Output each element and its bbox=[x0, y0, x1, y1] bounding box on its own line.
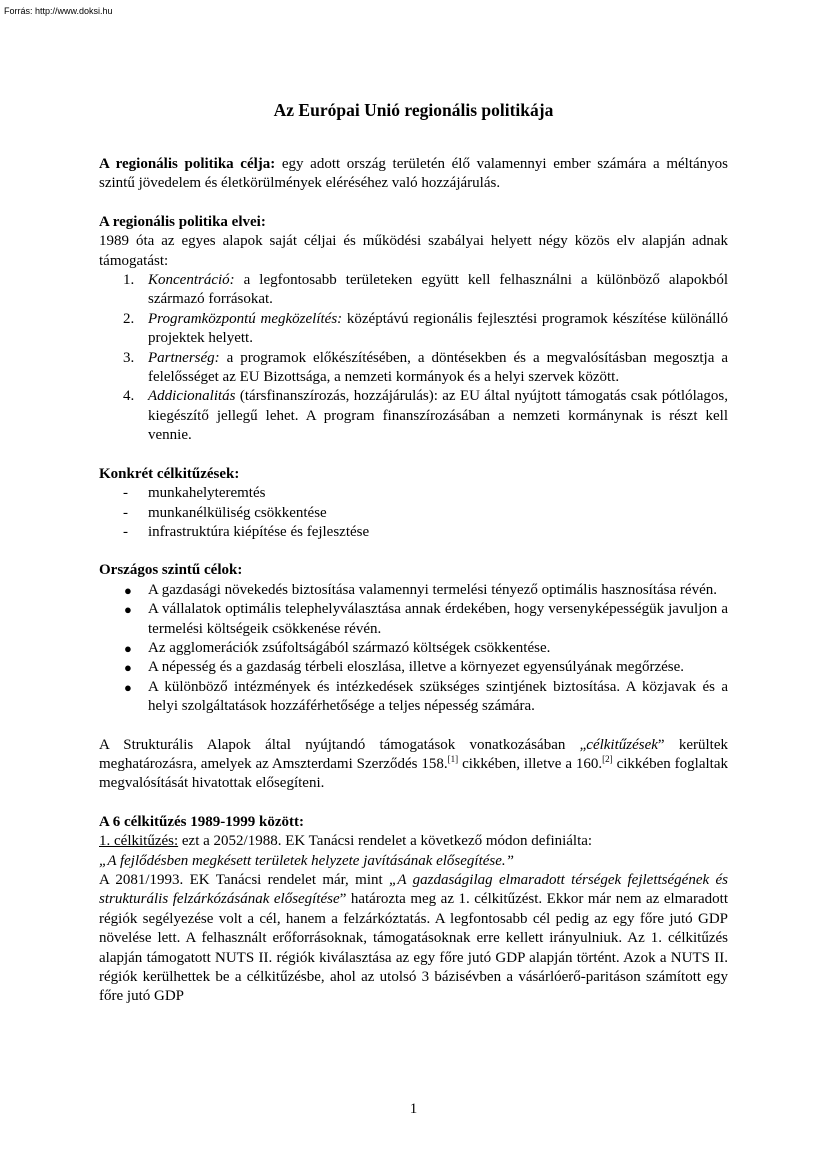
list-item bbox=[99, 523, 728, 542]
quote-text: „A fejlődésben megkésett területek helyzete javításának elősegítése.” bbox=[99, 852, 515, 869]
source-url: Forrás: http://www.doksi.hu bbox=[4, 6, 113, 16]
item-text: (társfinanszírozás, hozzájárulás): az EU által nyújtott támogatás csak pótlólagos, kiegészítő jellegű lehet. A program finanszírozásában a nemzeti kormánynak is részt kell vennie. bbox=[148, 388, 728, 444]
item-text: A népesség és a gazdaság térbeli eloszlása, illetve a környezet egyensúlyának megőrzése. bbox=[148, 659, 685, 676]
document-page bbox=[99, 99, 728, 1007]
list-item bbox=[99, 678, 728, 717]
structural-paragraph bbox=[99, 736, 728, 794]
list-item bbox=[99, 504, 728, 523]
dash-marker: - bbox=[123, 523, 128, 540]
list-item bbox=[99, 271, 728, 310]
text-span: A Strukturális Alapok által nyújtandó támogatások vonatkozásában „ bbox=[99, 736, 587, 753]
item-term: Partnerség: bbox=[148, 349, 220, 366]
item-term: Koncentráció: bbox=[148, 272, 235, 289]
text-span: ” határozta meg az 1. célkitűzést. Ekkor már nem az elmaradott régiók segélyezése volt a cél, hanem a felzárkóztatás. A legfontosabb cél pedig az egy főre jutó GDP növelése lett. A felhasznált erőforrásoknak, támogatásoknak erre kellett irányulniuk. Az 1. célkitűzés alapján támogatott NUTS II. régiók kiválasztása az egy főre jutó GDP alapján történt. Azok a NUTS II. régiók kerülhettek be a célkitűzésbe, ahol az utolsó 3 bázisévben a vásárlóerő-paritáson számított egy főre jutó GDP bbox=[99, 891, 728, 1005]
dash-marker: - bbox=[123, 504, 128, 521]
footnote-ref-2[interactable]: [2] bbox=[602, 753, 613, 764]
item-text: A vállalatok optimális telephelyválasztása annak érdekében, hogy versenyképességük javuljon a termelési költségeik csökkenése révén. bbox=[148, 601, 728, 637]
item-text: munkahelyteremtés bbox=[148, 485, 266, 502]
item-text: A gazdasági növekedés biztosítása valamennyi termelési tényező optimális hasznosítása révén. bbox=[148, 581, 717, 598]
concrete-list bbox=[99, 484, 728, 542]
list-item bbox=[99, 484, 728, 503]
text-span: cikkében foglaltak megvalósítását hivatottak elősegíteni. bbox=[99, 755, 728, 792]
principles-list bbox=[99, 271, 728, 446]
objectives-term: célkitűzések bbox=[586, 736, 658, 753]
objective-1-label: 1. célkitűzés: bbox=[99, 833, 179, 850]
text-span: A 2081/1993. EK Tanácsi rendelet már, mint bbox=[99, 872, 390, 888]
bullet-icon: ● bbox=[124, 602, 132, 618]
principles-heading: A regionális politika elvei: bbox=[99, 213, 266, 230]
list-item bbox=[99, 600, 728, 639]
bullet-icon: ● bbox=[124, 582, 132, 598]
concrete-heading: Konkrét célkitűzések: bbox=[99, 465, 240, 482]
item-term: Programközpontú megközelítés: bbox=[148, 310, 343, 327]
bullet-icon: ● bbox=[124, 640, 132, 656]
objective-1-line bbox=[99, 832, 728, 851]
item-number: 1. bbox=[123, 272, 135, 289]
item-text: a programok előkészítésében, a döntésekben és a megvalósításban megosztja a felelősséget az EU Bizottsága, a nemzeti kormányok és a helyi szervek között. bbox=[148, 349, 728, 386]
text-span: cikkében, illetve a 160. bbox=[458, 755, 603, 772]
bullet-icon: ● bbox=[124, 679, 132, 695]
text-span: ” kerültek meghatározásra, amelyek az Amszterdami Szerződés 158. bbox=[99, 736, 728, 772]
objective-1-quote bbox=[99, 852, 728, 871]
item-number: 2. bbox=[123, 310, 135, 327]
list-item bbox=[99, 310, 728, 349]
quote-text: „A gazdaságilag elmaradott térségek fejlettségének és strukturális felzárkózásának elősegítése bbox=[99, 872, 728, 908]
list-item bbox=[99, 581, 728, 600]
list-item bbox=[99, 658, 728, 677]
objective-1-text: ezt a 2052/1988. EK Tanácsi rendelet a következő módon definiálta: bbox=[178, 833, 593, 850]
page-number: 1 bbox=[409, 1101, 418, 1117]
item-text: a legfontosabb területeken együtt kell felhasználni a különböző alapokból származó forrásokat. bbox=[148, 272, 728, 308]
item-number: 3. bbox=[123, 349, 135, 366]
goal-paragraph bbox=[99, 155, 728, 194]
principles-intro: 1989 óta az egyes alapok saját céljai és működési szabályai helyett négy közös elv alapján adnak támogatást: bbox=[99, 233, 728, 269]
document-title: Az Európai Unió regionális politikája bbox=[273, 100, 554, 120]
list-item bbox=[99, 639, 728, 658]
list-item bbox=[99, 387, 728, 445]
bullet-icon: ● bbox=[124, 660, 132, 676]
goal-label: A regionális politika célja: bbox=[99, 156, 276, 172]
dash-marker: - bbox=[123, 485, 128, 502]
item-text: középtávú regionális fejlesztési programok készítése különálló projektek helyett. bbox=[148, 310, 728, 347]
item-text: munkanélküliség csökkentése bbox=[148, 504, 327, 521]
footnote-ref-1[interactable]: [1] bbox=[447, 753, 459, 764]
item-term: Addicionalitás bbox=[148, 388, 236, 405]
item-text: A különböző intézmények és intézkedések szükséges szintjének biztosítása. A közjavak és a helyi szolgáltatások hozzáférhetősége a teljes népesség számára. bbox=[148, 678, 728, 715]
objective-1-paragraph bbox=[99, 871, 728, 1007]
item-text: Az agglomerációk zsúfoltságából származó költségek csökkentése. bbox=[148, 639, 551, 656]
national-heading: Országos szintű célok: bbox=[99, 562, 243, 579]
six-objectives-heading: A 6 célkitűzés 1989-1999 között: bbox=[99, 813, 304, 830]
national-list bbox=[99, 581, 728, 717]
item-text: infrastruktúra kiépítése és fejlesztése bbox=[148, 523, 370, 540]
goal-text: egy adott ország területén élő valamennyi ember számára a méltányos szintű jövedelem és életkörülmények eléréséhez való hozzájárulás. bbox=[99, 156, 728, 192]
item-number: 4. bbox=[123, 388, 135, 405]
list-item bbox=[99, 349, 728, 388]
